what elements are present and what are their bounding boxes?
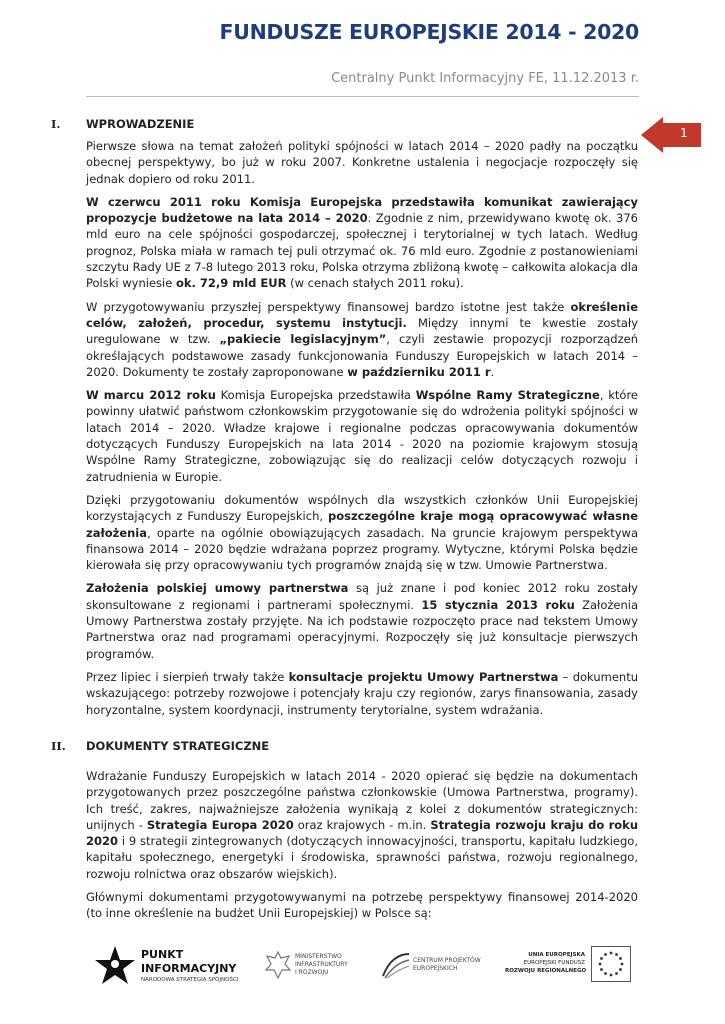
emphasis: konsultacje projektu Umowy Partnerstwa [288,669,559,684]
footer-logos [93,940,633,990]
text-run: są już znane i pod koniec 2012 roku zostały skonsultowane z regionami i partnerami społecznymi. [86,581,638,612]
section-2-body [86,768,638,929]
page-title: FUNDUSZE EUROPEJSKIE 2014 - 2020 [219,20,639,44]
section-2-title: DOKUMENTY STRATEGICZNE [86,739,270,753]
paragraph-4 [86,387,638,485]
eu-flag-icon [591,946,631,982]
paragraph-3 [86,299,638,380]
logo-text: UNIA EUROPEJSKA [528,952,585,958]
logo-text: EUROPEJSKI FUNDUSZ [523,960,585,966]
emphasis: Założenia polskiej umowy partnerstwa [86,581,349,596]
emphasis: określenie celów, założeń, procedur, systemu instytucji. [86,299,638,330]
emphasis: ok. 72,9 mld EUR [175,276,287,291]
star-person-icon [93,944,137,986]
text-run: (w cenach stałych 2011 roku). [286,276,464,291]
logo-text: NARODOWA STRATEGIA SPÓJNOŚCI [141,977,239,983]
swoosh-icon [381,950,411,980]
text-run: i 9 strategii zintegrowanych (dotyczących innowacyjności, transportu, kapitału ludzkiego, kapitału społecznego, energetyki i środowiska, sprawności państwa, rozwoju regionalnego, rozwoju rolnictwa oraz obszarów wiejskich). [86,834,638,881]
page-number-marker [641,117,701,153]
text-run: Komisja Europejska przedstawiła [215,388,416,403]
section-2-number: II. [51,739,66,753]
document-subtitle: Centralny Punkt Informacyjny FE, 11.12.2013 r. [331,71,639,86]
eu-logo [505,940,633,990]
logo-text: INFRASTRUKTURY [295,961,348,968]
text-run: Dzięki przygotowaniu dokumentów wspólnych dla wszystkich członków Unii Europejskiej korzystających z Funduszy Europejskich, [86,492,638,524]
text-run: oraz krajowych - m.in. [293,817,431,832]
text-run: Między innymi te kwestie zostały uregulowane w tzw. [86,315,638,347]
logo-text: MINISTERSTWO [295,953,342,960]
text-run: . Zgodnie z nim, przewidywano kwotę ok. 376 mld euro na cele spójności gospodarczej, społecznej i terytorialnej w tych latach. Według prognoz, Polska miała w ramach tej puli otrzymać ok. 76 mld euro. Zgodnie z postanowieniami szczytu Rady UE z 7-8 lutego 2013 roku, Polska otrzyma zbliżoną kwotę – całkowita alokacja dla Polski wyniesie [86,211,638,291]
logo-text: INFORMACYJNY [141,962,237,975]
paragraph-7 [86,669,638,718]
text-run: – dokumentu wskazującego: potrzeby rozwojowe i potencjały kraju czy regionów, zarys finansowania, zasady horyzontalne, system koordynacji, instrumenty terytorialne, system wdrażania. [86,669,638,717]
text-run: W przygotowywaniu przyszłej perspektywy finansowej bardzo istotne jest także [86,299,571,314]
text-run: Wdrażanie Funduszy Europejskich w latach 2014 - 2020 opierać się będzie na dokumentach przygotowanych przez poszczególne państwa członkowskie (Umowa Partnerstwa, programy). Ich treść, zakres, najważniejsze założenia wynikają z kolei z dokumentów strategicznych: unijnych - [86,769,638,832]
header-divider [86,96,639,97]
text-run: . [490,364,495,379]
text-run: , które powinny ułatwić państwom członkowskim przygotowanie się do wdrożenia polityki spójności w latach 2014 – 2020. Władze krajowe i regionalne podczas opracowywania dokumentów dotyczących Funduszy Europejskich na lata 2014 - 2020 na poziomie krajowym stosują Wspólne Ramy Strategiczne, zobowiązując się do realizacji celów dotyczących rozwoju i zatrudnienia w Europie. [86,388,639,484]
emphasis: W czerwcu 2011 roku Komisja Europejska przedstawiła komunikat zawierający propozycje budżetowe na lata 2014 – 2020 [86,194,638,226]
ministerstwo-logo [265,940,355,990]
logo-text: I ROZWOJU [295,969,329,976]
text-run: , oparte na ogólnie obowiązujących zasadach. Na gruncie krajowym perspektywa finansowa 2014 – 2020 będzie wdrażana poprzez programy. Wytyczne, którymi Polska będzie kierowała się przy opracowywaniu tych programów znajdą się w tzw. Umowie Partnerstwa. [86,525,638,573]
paragraph-5 [86,492,638,573]
paragraph-1: Pierwsze słowa na temat założeń polityki spójności w latach 2014 – 2020 padły na początku obecnej perspektywy, bo już w roku 2007. Konkretne ustalenia i negocjacje rozpoczęły się jednak dopiero od roku 2011. [86,139,638,186]
paragraph-6 [86,580,638,661]
text-run: Założenia Umowy Partnerstwa zostały przyjęte. Na ich podstawie rozpoczęto prace nad tekstem Umowy Partnerstwa oraz nad programami operacyjnymi. Rozpoczęły się już konsultacje pierwszych programów. [86,597,638,661]
logo-text: ROZWOJU REGIONALNEGO [505,968,587,974]
emphasis: Strategia Europa 2020 [146,817,294,832]
paragraph-2 [86,194,638,292]
emphasis: Strategia rozwoju kraju do roku 2020 [86,817,639,849]
emphasis: „pakiecie legislacyjnym” [219,332,387,347]
text-run: , czyli zestawie propozycji rozporządzeń określających podstawowe zasady funkcjonowania Funduszy Europejskich w latach 2014 – 2020. Dokumenty te zostały zaproponowane [86,332,638,379]
emphasis: w październiku 2011 r [347,364,491,379]
page-number: 1 [680,126,688,140]
emphasis: W marcu 2012 roku [86,388,216,403]
section-1-title: WPROWADZENIE [86,117,195,131]
cpe-logo [381,940,481,990]
logo-text: EUROPEJSKICH [413,965,458,972]
punkt-informacyjny-logo [93,940,253,990]
section-1-body [86,138,638,725]
emphasis: 15 stycznia 2013 roku [421,597,575,612]
section-1-number: I. [51,117,61,131]
logo-text: PUNKT [141,948,184,961]
emphasis: Wspólne Ramy Strategiczne [415,388,600,403]
text-run: Przez lipiec i sierpień trwały także [86,669,289,684]
paragraph-2: Głównymi dokumentami przygotowywanymi na potrzebę perspektywy finansowej 2014-2020 (to inne określenie na budżet Unii Europejskiej) w Polsce są: [86,890,638,921]
emphasis: poszczególne kraje mogą opracowywać własne założenia [86,509,638,540]
paragraph-1 [86,768,638,882]
eagle-emblem-icon [265,950,291,980]
logo-text: CENTRUM PROJEKTÓW [413,957,481,964]
